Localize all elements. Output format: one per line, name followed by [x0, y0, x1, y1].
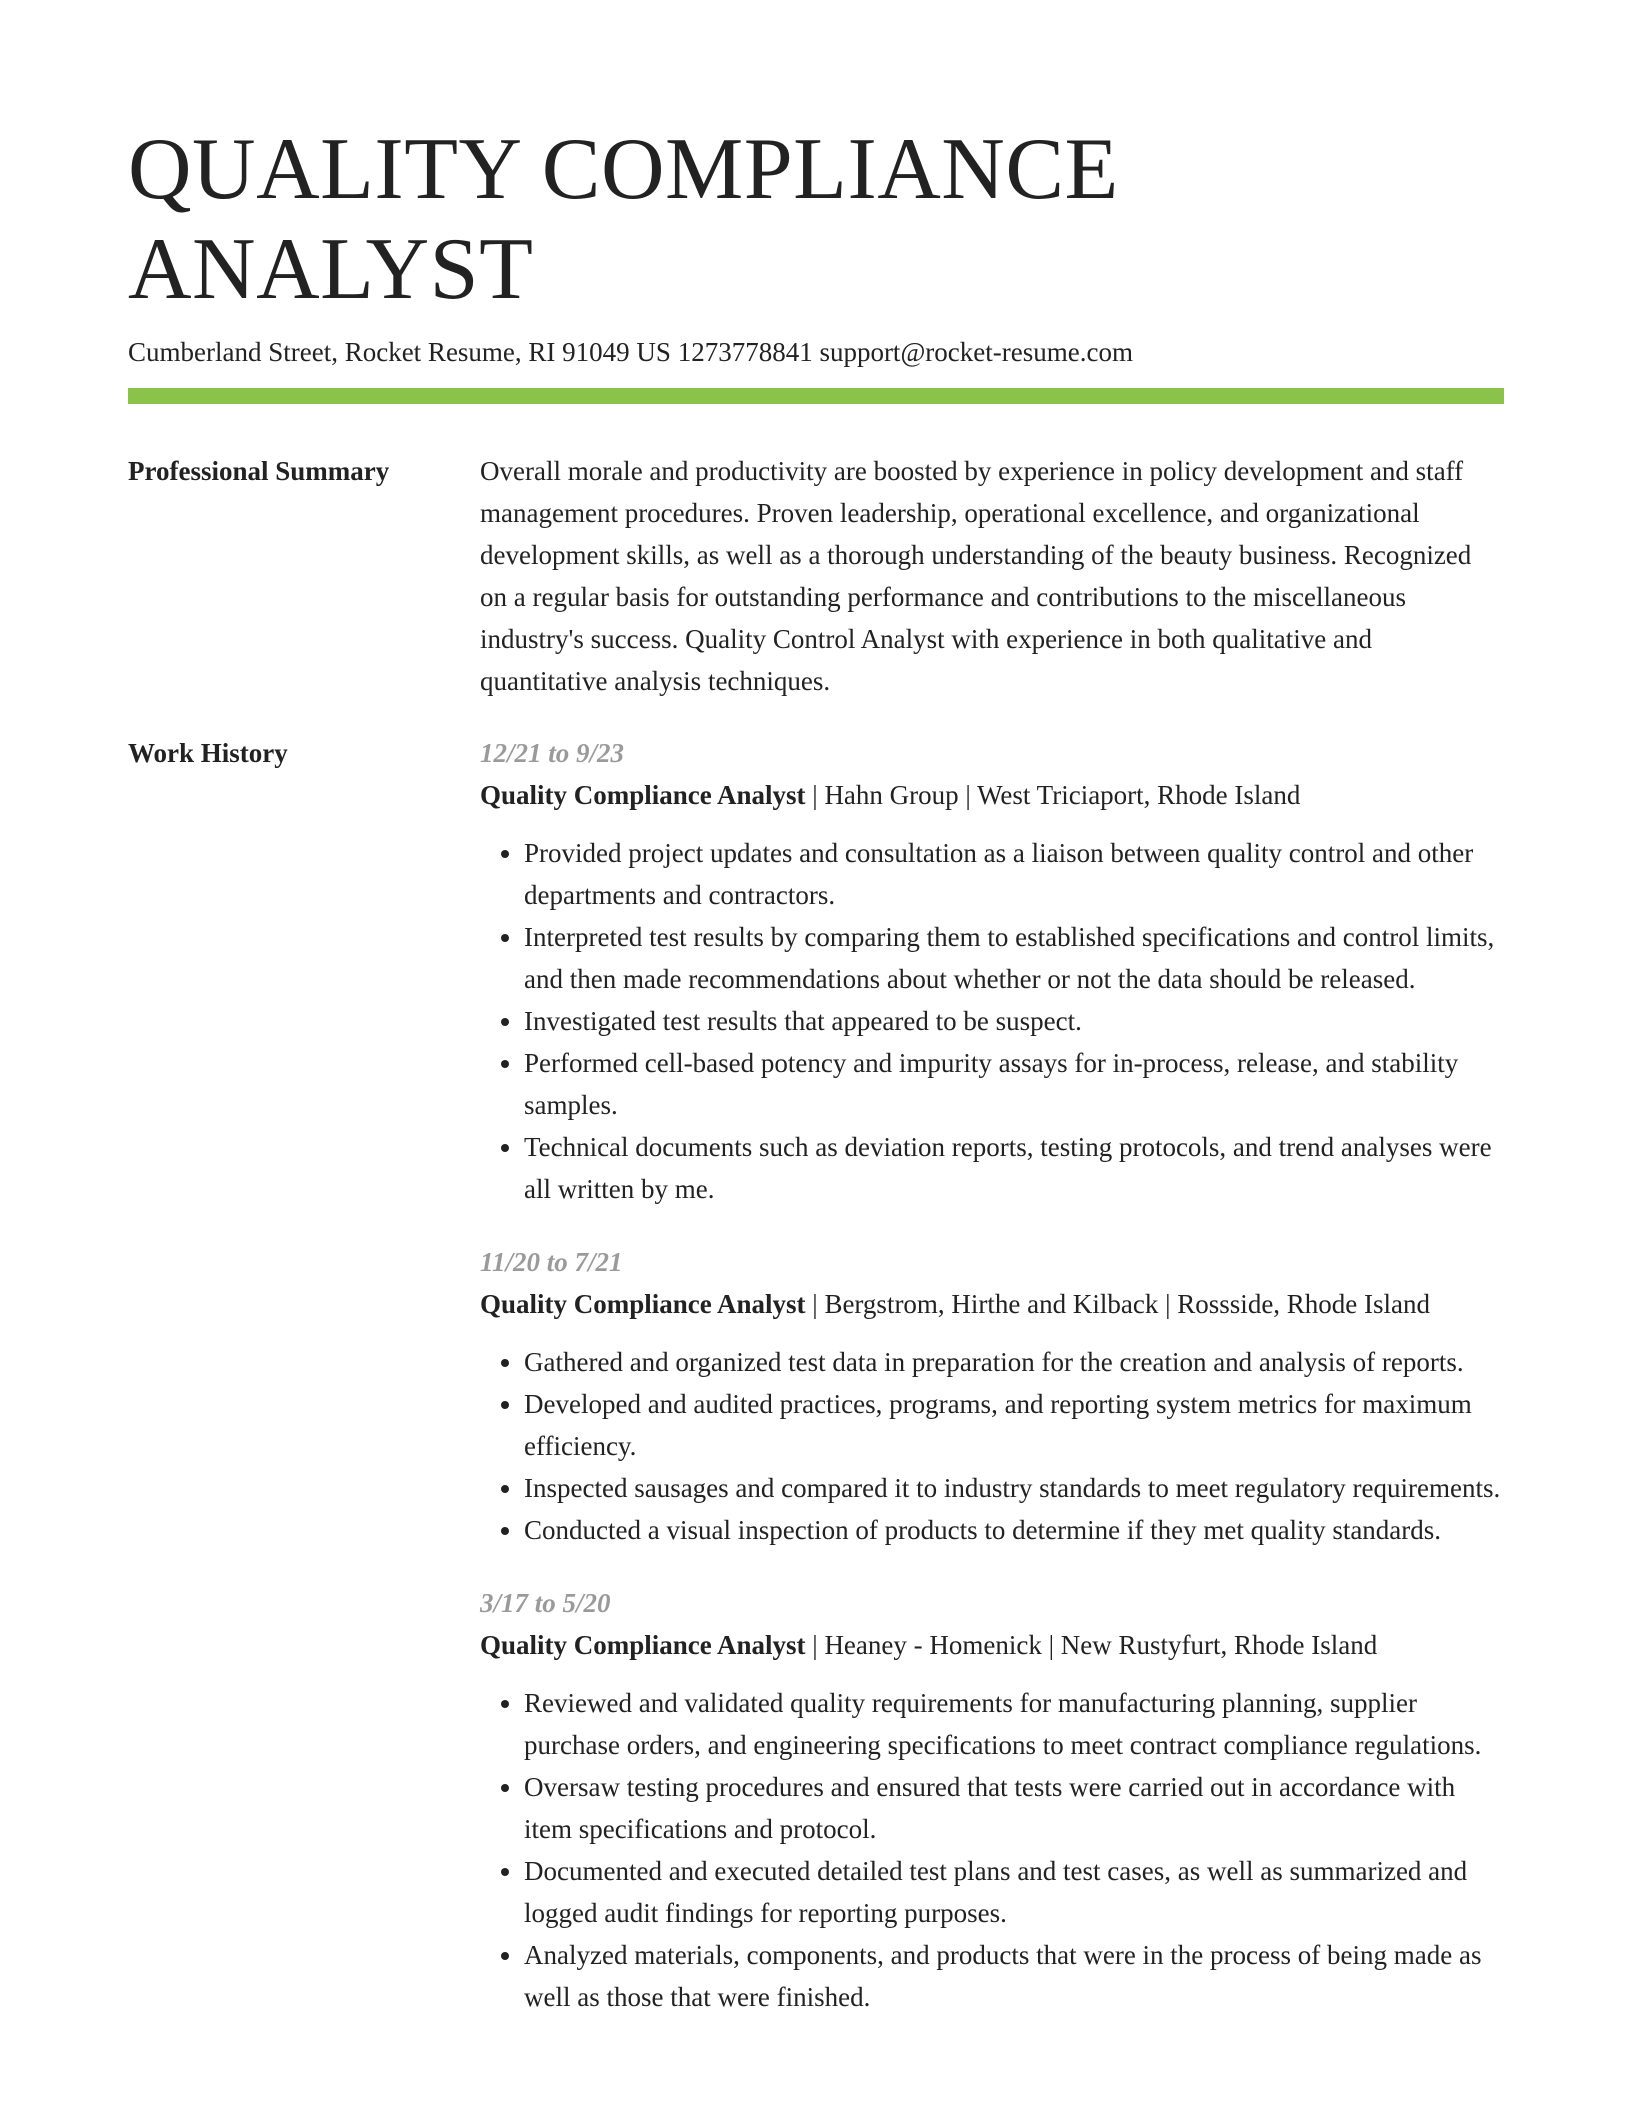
- job-dates: 12/21 to 9/23: [480, 738, 625, 768]
- job-entry: [480, 732, 1504, 1210]
- header-divider: [128, 388, 1504, 404]
- contact-city: Rocket Resume,: [344, 337, 522, 367]
- job-separator: [1042, 1630, 1061, 1660]
- job-bullet: • Inspected sausages and compared it to industry standards to meet regulatory requirements.: [524, 1467, 1504, 1509]
- job-location: New Rustyfurt, Rhode Island: [1060, 1630, 1378, 1660]
- job-entry: [480, 1582, 1504, 2018]
- job-bullets: [480, 832, 1504, 1210]
- job-bullets: [480, 1341, 1504, 1551]
- job-bullet: • Reviewed and validated quality requirements for manufacturing planning, supplier purchase orders, and engineering specifications to meet contract compliance regulations.: [524, 1682, 1504, 1766]
- job-title: Quality Compliance Analyst: [480, 1289, 806, 1319]
- contact-line: [128, 334, 1504, 370]
- job-location: Rossside, Rhode Island: [1177, 1289, 1431, 1319]
- job-heading: [480, 774, 1504, 816]
- contact-email[interactable]: support@rocket-resume.com: [819, 337, 1133, 367]
- job-bullet: • Technical documents such as deviation reports, testing protocols, and trend analyses were all written by me.: [524, 1126, 1504, 1210]
- resume-page: [128, 120, 1504, 2018]
- resume-name: QUALITY COMPLIANCE ANALYST: [128, 121, 1119, 318]
- job-company: Heaney - Homenick: [824, 1630, 1042, 1660]
- job-heading: [480, 1624, 1504, 1666]
- contact-phone: 1273778841: [677, 337, 813, 367]
- section-title: Work History: [128, 738, 288, 768]
- professional-summary-section: [128, 450, 1504, 702]
- job-bullet: • Interpreted test results by comparing them to established specifications and control limits, and then made recommendations about whether or not the data should be released.: [524, 916, 1504, 1000]
- job-dates: 3/17 to 5/20: [480, 1588, 611, 1618]
- job-separator: [806, 1630, 825, 1660]
- job-title: Quality Compliance Analyst: [480, 780, 806, 810]
- job-bullet: • Gathered and organized test data in preparation for the creation and analysis of reports.: [524, 1341, 1504, 1383]
- job-bullet: • Performed cell-based potency and impurity assays for in-process, release, and stability samples.: [524, 1042, 1504, 1126]
- job-separator: [1158, 1289, 1177, 1319]
- work-history-list: [480, 732, 1504, 2018]
- job-location: West Triciaport, Rhode Island: [977, 780, 1301, 810]
- job-separator: [806, 1289, 825, 1319]
- job-title: Quality Compliance Analyst: [480, 1630, 806, 1660]
- contact-street: Cumberland Street,: [128, 337, 338, 367]
- job-bullet: • Investigated test results that appeared to be suspect.: [524, 1000, 1504, 1042]
- contact-state-zip: RI 91049: [528, 337, 630, 367]
- job-dates: 11/20 to 7/21: [480, 1247, 623, 1277]
- summary-text: Overall morale and productivity are boosted by experience in policy development and staff management procedures. Proven leadership, operational excellence, and organizational development skills, as well as a thorough understanding of the beauty business. Recognized on a regular basis for outstanding performance and contributions to the miscellaneous industry's success. Quality Control Analyst with experience in both qualitative and quantitative analysis techniques.: [480, 456, 1472, 696]
- job-company: Bergstrom, Hirthe and Kilback: [824, 1289, 1159, 1319]
- job-bullet: • Conducted a visual inspection of products to determine if they met quality standards.: [524, 1509, 1504, 1551]
- work-history-section: [128, 732, 1504, 2018]
- job-bullet: • Provided project updates and consultation as a liaison between quality control and other departments and contractors.: [524, 832, 1504, 916]
- job-bullet: • Oversaw testing procedures and ensured that tests were carried out in accordance with item specifications and protocol.: [524, 1766, 1504, 1850]
- contact-country: US: [636, 337, 671, 367]
- section-title: Professional Summary: [128, 456, 390, 486]
- job-entry: [480, 1241, 1504, 1551]
- job-bullet: • Documented and executed detailed test plans and test cases, as well as summarized and logged audit findings for reporting purposes.: [524, 1850, 1504, 1934]
- job-company: Hahn Group: [824, 780, 959, 810]
- job-separator: [806, 780, 825, 810]
- job-separator: [959, 780, 977, 810]
- job-bullet: • Developed and audited practices, programs, and reporting system metrics for maximum efficiency.: [524, 1383, 1504, 1467]
- job-heading: [480, 1283, 1504, 1325]
- job-bullets: [480, 1682, 1504, 2018]
- job-bullet: • Analyzed materials, components, and products that were in the process of being made as well as those that were finished.: [524, 1934, 1504, 2018]
